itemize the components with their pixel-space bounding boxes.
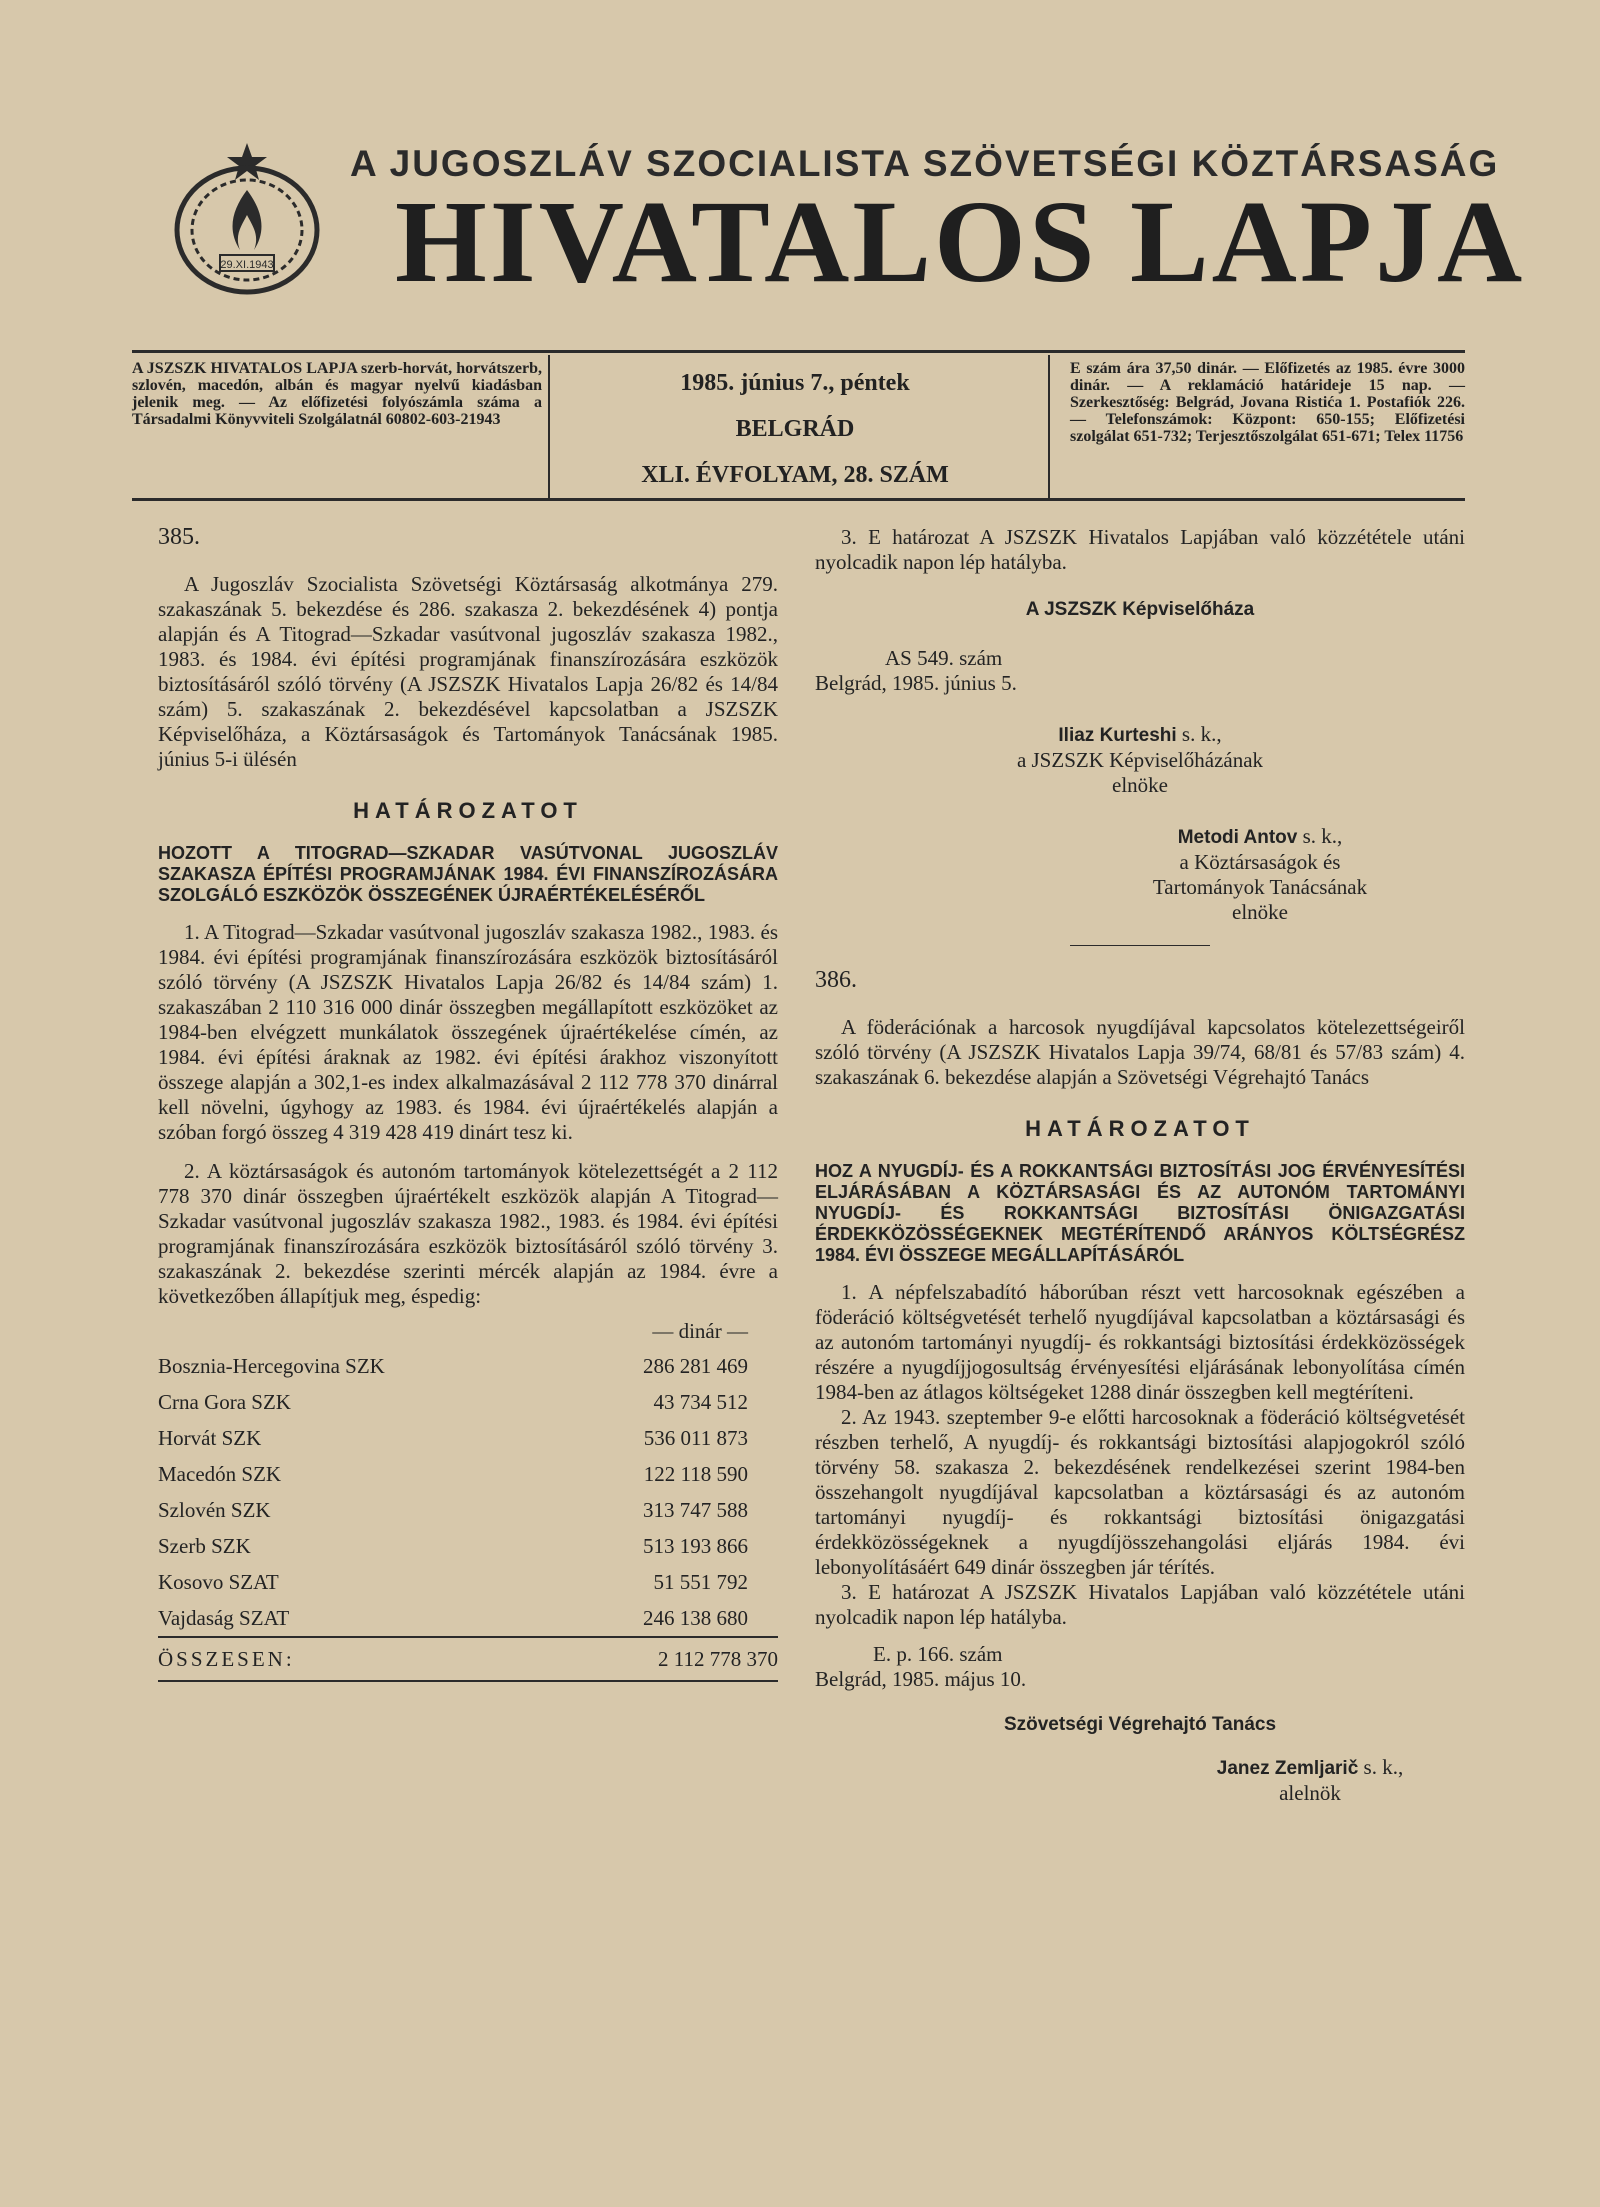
sig1-role1: a JSZSZK Képviselőházának — [1016, 748, 1264, 772]
info-divider-right — [1048, 355, 1050, 500]
doc385-point3: 3. E határozat A JSZSZK Hivatalos Lapjában való közzététele utáni nyolcadik napon lép hatályba. — [815, 525, 1465, 574]
subscription-info: A JSZSZK HIVATALOS LAPJA szerb-horvát, horvátszerb, szlovén, macedón, albán és magyar nyelvű kiadásban jelenik meg. — Az előfizetési folyószámla száma a Társadalmi Könyvviteli Szolgálatnál 60802-603-21943 — [132, 360, 542, 428]
table-cell-name: Vajdaság SZAT — [158, 1606, 290, 1630]
table-row — [158, 1564, 778, 1600]
table-cell-value: 43 734 512 — [653, 1390, 748, 1414]
sig3-sk: s. k., — [1363, 1755, 1404, 1779]
sig2-name: Metodi Antov — [1177, 827, 1298, 848]
table-cell-value: 513 193 866 — [643, 1534, 748, 1558]
sig2-role1: a Köztársaságok és — [1179, 850, 1341, 874]
table-cell-value: 286 281 469 — [643, 1354, 748, 1378]
doc385-ref-no: AS 549. szám — [885, 646, 1003, 670]
masthead — [150, 135, 1526, 345]
table-row — [158, 1384, 778, 1420]
doc385-unit: — dinár — — [652, 1319, 748, 1343]
table-cell-value: 313 747 588 — [643, 1498, 748, 1522]
issue-info — [560, 360, 1030, 498]
table-row — [158, 1456, 778, 1492]
doc386-number: 386. — [815, 967, 857, 993]
table-row — [158, 1492, 778, 1528]
total-value: 2 112 778 370 — [547, 1637, 778, 1681]
table-cell-name: Szerb SZK — [158, 1534, 251, 1558]
doc385-ref-place: Belgrád, 1985. június 5. — [815, 671, 1017, 695]
doc386-issuer: Szövetségi Végrehajtó Tanács — [1003, 1714, 1277, 1735]
table-cell-name: Bosznia-Hercegovina SZK — [158, 1354, 385, 1378]
doc386-point3: 3. E határozat A JSZSZK Hivatalos Lapjában való közzététele utáni nyolcadik napon lép hatályba. — [815, 1580, 1465, 1629]
doc385-point2: 2. A köztársaságok és autonóm tartományok kötelezettségét a 2 112 778 370 dinár összegben újraértékelt eszközök alapján A Titograd—Szkadar vasútvonal jugoszláv szakasza 1982., 1983. és 1984. évi építési programjának finanszírozására eszközök biztosításáról szóló törvény 3. szakaszának 2. bekezdése szerinti mércék alapján az 1984. évre a következőben állapítjuk meg, éspedig: — [158, 1159, 778, 1308]
sig2-role3: elnöke — [1232, 900, 1288, 924]
sig3-name: Janez Zemljarič — [1216, 1758, 1359, 1779]
right-column — [815, 525, 1465, 1806]
table-cell-value: 246 138 680 — [643, 1606, 748, 1630]
sig2-role2: Tartományok Tanácsának — [1152, 875, 1368, 899]
doc386-signature — [815, 1755, 1465, 1806]
doc386-preamble: A föderációnak a harcosok nyugdíjával kapcsolatos kötelezettségeiről szóló törvény (A JSZSZK Hivatalos Lapja 39/74, 68/81 és 57/83 szám) 4. szakaszának 6. bekezdése alapján a Szövetségi Végrehajtó Tanács — [815, 1015, 1465, 1089]
info-divider-left — [548, 355, 550, 500]
issue-date: 1985. június 7., péntek — [680, 370, 910, 396]
sig1-name: Iliaz Kurteshi — [1058, 725, 1177, 746]
masthead-title: HIVATALOS LAPJA — [395, 176, 1526, 307]
emblem-date: 29.XI.1943 — [220, 259, 274, 271]
sig1-sk: s. k., — [1181, 722, 1222, 746]
left-column — [158, 525, 778, 1682]
table-cell-name: Szlovén SZK — [158, 1498, 271, 1522]
doc385-point1: 1. A Titograd—Szkadar vasútvonal jugoszláv szakasza 1982., 1983. és 1984. évi építési programjának finanszírozására eszközök biztosításáról szóló törvény (A JSZSZK Hivatalos Lapja 26/82 és 14/84 szám) 1. szakaszában 2 110 316 000 dinár összegben megállapított eszközöket az 1984-ben elvégzett munkálatok összegének újraértékelése címén, az 1984. évi építési áraknak az 1982. évi építési árakhoz viszonyított összege alapján a 302,1-es index alkalmazásával 2 112 778 370 dinárral kell növelni, úgyhogy az 1983. és 1984. évi újraértékelés alapján a szóban forgó összeg 4 319 428 419 dinárt tesz ki. — [158, 920, 778, 1144]
table-cell-name: Horvát SZK — [158, 1426, 262, 1450]
masthead-kicker: A JUGOSZLÁV SZOCIALISTA SZÖVETSÉGI KÖZTÁRSASÁG — [350, 143, 1500, 184]
header-bottom-rule — [132, 498, 1465, 501]
table-cell-name: Crna Gora SZK — [158, 1390, 291, 1414]
table-cell-value: 51 551 792 — [653, 1570, 748, 1594]
total-label: ÖSSZESEN: — [158, 1637, 547, 1681]
state-emblem-icon — [162, 135, 332, 300]
doc386-point2: 2. Az 1943. szeptember 9-e előtti harcosoknak a föderáció költségvetését részben terhelő, A nyugdíj- és rokkantsági biztosítási alapjogokról szóló törvény 58. szakasza 2. bekezdésének rendelkezései szerint 1984-ben összehangolt nyugdíjával kapcsolatban a köztársasági és az autonóm tartományi nyugdíj- és rokkantsági biztosítási önigazgatási érdekközösségeknek a nyugdíjösszehangolási eljárás 1984. évi lebonyolításáért 649 dinár összegben jár térítés. — [815, 1405, 1465, 1579]
table-cell-name: Kosovo SZAT — [158, 1570, 279, 1594]
price-info: E szám ára 37,50 dinár. — Előfizetés az 1985. évre 3000 dinár. — A reklamáció határideje 15 nap. — Szerkesztőség: Belgrád, Jovana Ristića 1. Postafiók 226. — Telefonszámok: Központ: 650-155; Előfizetési szolgálat 651-732; Terjesztőszolgálat 651-671; Telex 11756 — [1070, 360, 1465, 445]
doc385-subheading: HOZOTT A TITOGRAD—SZKADAR VASÚTVONAL JUGOSZLÁV SZAKASZA ÉPÍTÉSI PROGRAMJÁNAK 1984. ÉVI FINANSZÍROZÁSÁRA SZOLGÁLÓ ESZKÖZÖK ÖSSZEGÉNEK ÚJRAÉRTÉKELÉSÉRŐL — [158, 843, 778, 905]
masthead-rule — [132, 350, 1465, 353]
doc386-ref-place: Belgrád, 1985. május 10. — [815, 1667, 1027, 1691]
table-cell-name: Macedón SZK — [158, 1462, 282, 1486]
allocation-table — [158, 1348, 778, 1682]
issue-city: BELGRÁD — [735, 416, 855, 442]
table-cell-value: 536 011 873 — [643, 1426, 748, 1450]
doc385-signature2 — [815, 824, 1465, 925]
doc386-point1: 1. A népfelszabadító háborúban részt vett harcosoknak egészében a föderáció költségvetését terhelő nyugdíjával kapcsolatban a köztársasági és az autonóm tartományi nyugdíj- és rokkantsági biztosítási érdekközösségek részére a nyugdíjjogosultság érvényesítési eljárásának lebonyolítása címén 1984-ben az átlagos költségeket 1288 dinár összegben kell megtéríteni. — [815, 1280, 1465, 1404]
doc385-preamble: A Jugoszláv Szocialista Szövetségi Köztársaság alkotmánya 279. szakaszának 5. bekezdése és 286. szakasza 2. bekezdésének 4) pontja alapján és A Titograd—Szkadar vasútvonal jugoszláv szakasza 1982., 1983. és 1984. évi építési programjának finanszírozására eszközök biztosításáról szóló törvény (A JSZSZK Hivatalos Lapja 26/82 és 14/84 szám) 5. szakaszának 2. bekezdésével kapcsolatban a JSZSZK Képviselőháza, a Köztársaságok és Tartományok Tanácsának 1985. június 5-i ülésén — [158, 572, 778, 771]
table-cell-value: 122 118 590 — [643, 1462, 748, 1486]
section-divider — [1070, 945, 1210, 946]
doc385-issuer: A JSZSZK Képviselőháza — [1025, 599, 1255, 620]
table-total-row — [158, 1637, 778, 1681]
issue-volume: XLI. ÉVFOLYAM, 28. SZÁM — [641, 462, 949, 488]
doc386-subheading: HOZ A NYUGDÍJ- ÉS A ROKKANTSÁGI BIZTOSÍTÁSI JOG ÉRVÉNYESÍTÉSI ELJÁRÁSÁBAN A KÖZTÁRSASÁGI ÉS AZ AUTONÓM TARTOMÁNYI NYUGDÍJ- ÉS ROKKANTSÁGI BIZTOSÍTÁSI ÖNIGAZGATÁSI ÉRDEKKÖZÖSSÉGEKNEK MEGTÉRÍTENDŐ ARÁNYOS KÖLTSÉGRÉSZ 1984. ÉVI ÖSSZEGE MEGÁLLAPÍTÁSÁRÓL — [815, 1161, 1465, 1265]
sig2-sk: s. k., — [1302, 824, 1343, 848]
doc386-ref-no: E. p. 166. szám — [873, 1642, 1003, 1666]
sig3-role: alelnök — [1279, 1781, 1341, 1805]
doc385-number: 385. — [158, 524, 200, 550]
sig1-role2: elnöke — [1112, 773, 1168, 797]
doc385-heading: HATÁROZATOT — [353, 798, 583, 823]
table-row — [158, 1420, 778, 1456]
table-row — [158, 1528, 778, 1564]
table-row — [158, 1348, 778, 1384]
doc386-heading: HATÁROZATOT — [1025, 1116, 1255, 1141]
table-row — [158, 1600, 778, 1637]
doc385-signature1 — [815, 722, 1465, 798]
